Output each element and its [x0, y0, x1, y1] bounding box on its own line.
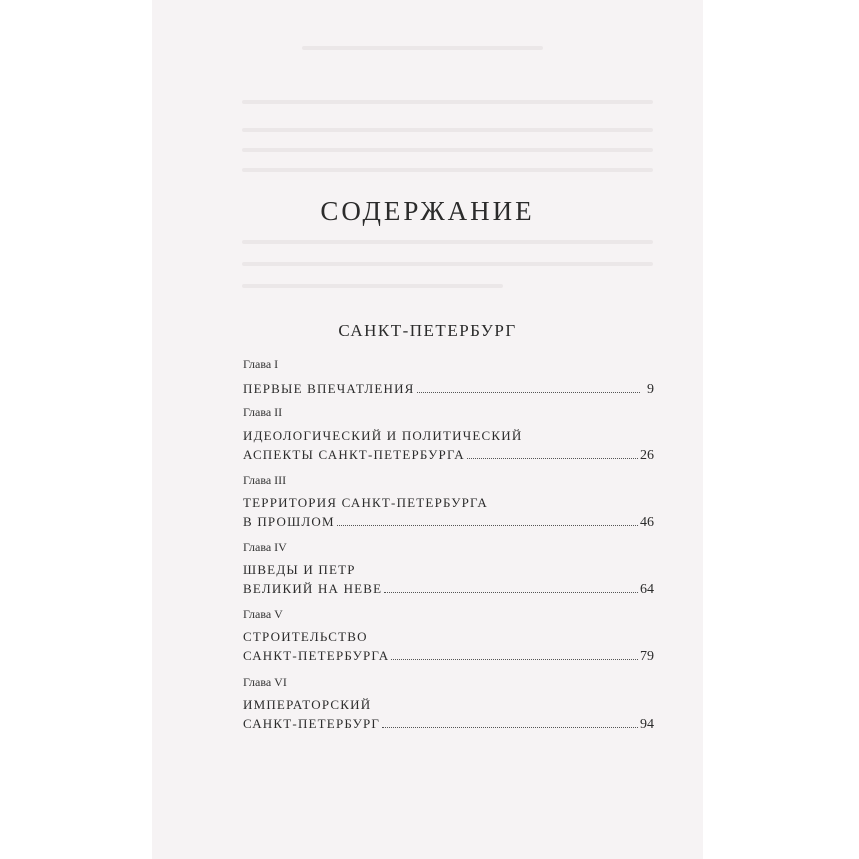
chapter-label: Глава IV [243, 540, 287, 554]
chapter-title-cont: САНКТ-ПЕТЕРБУРГ [243, 716, 381, 731]
toc-entry-chapter-5-line2[interactable] [243, 648, 654, 665]
toc-entry-chapter-3-line2[interactable] [243, 514, 654, 531]
show-through-line [242, 262, 653, 266]
chapter-title: ИМПЕРАТОРСКИЙ [243, 697, 372, 712]
toc-entry-chapter-1[interactable] [243, 381, 654, 398]
part-title: САНКТ-ПЕТЕРБУРГ [338, 321, 517, 340]
toc-entry-chapter-4-line1[interactable] [243, 562, 654, 578]
show-through-line [242, 240, 653, 244]
show-through-line [302, 46, 543, 50]
toc-entry-chapter-2-line1[interactable] [243, 428, 654, 444]
dot-leader [417, 391, 640, 393]
book-page [152, 0, 703, 859]
chapter-label: Глава II [243, 405, 283, 419]
show-through-line [242, 148, 653, 152]
chapter-title-cont: САНКТ-ПЕТЕРБУРГА [243, 648, 390, 663]
page-number: 64 [640, 582, 654, 597]
page-number: 46 [640, 515, 654, 530]
chapter-title: ТЕРРИТОРИЯ САНКТ-ПЕТЕРБУРГА [243, 495, 488, 510]
toc-entry-chapter-5-line1[interactable] [243, 629, 654, 645]
chapter-label: Глава I [243, 357, 279, 371]
page-number: 26 [640, 448, 654, 463]
page-number: 79 [640, 649, 654, 664]
show-through-line [242, 128, 653, 132]
toc-entry-chapter-6-line1[interactable] [243, 697, 654, 713]
show-through-line [242, 168, 653, 172]
chapter-title-cont: АСПЕКТЫ САНКТ-ПЕТЕРБУРГА [243, 447, 465, 462]
chapter-title-cont: ВЕЛИКИЙ НА НЕВЕ [243, 581, 383, 596]
chapter-title: ПЕРВЫЕ ВПЕЧАТЛЕНИЯ [243, 381, 415, 396]
page-title: СОДЕРЖАНИЕ [320, 196, 535, 226]
chapter-title: СТРОИТЕЛЬСТВО [243, 629, 368, 644]
toc-entry-chapter-2-line2[interactable] [243, 447, 654, 464]
toc-entry-chapter-6-line2[interactable] [243, 716, 654, 733]
toc-entry-chapter-3-line1[interactable] [243, 495, 654, 511]
toc-entry-chapter-4-line2[interactable] [243, 581, 654, 598]
dot-leader [391, 658, 638, 660]
page-number: 94 [640, 717, 654, 732]
chapter-title-cont: В ПРОШЛОМ [243, 514, 335, 529]
page-number: 9 [647, 382, 654, 397]
dot-leader [467, 457, 638, 459]
chapter-title: ШВЕДЫ И ПЕТР [243, 562, 356, 577]
chapter-label: Глава VI [243, 675, 287, 689]
dot-leader [384, 591, 638, 593]
chapter-title: ИДЕОЛОГИЧЕСКИЙ И ПОЛИТИЧЕСКИЙ [243, 428, 523, 443]
show-through-line [242, 100, 653, 104]
dot-leader [382, 726, 638, 728]
dot-leader [337, 524, 638, 526]
chapter-label: Глава V [243, 607, 283, 621]
show-through-line [242, 284, 503, 288]
chapter-label: Глава III [243, 473, 287, 487]
